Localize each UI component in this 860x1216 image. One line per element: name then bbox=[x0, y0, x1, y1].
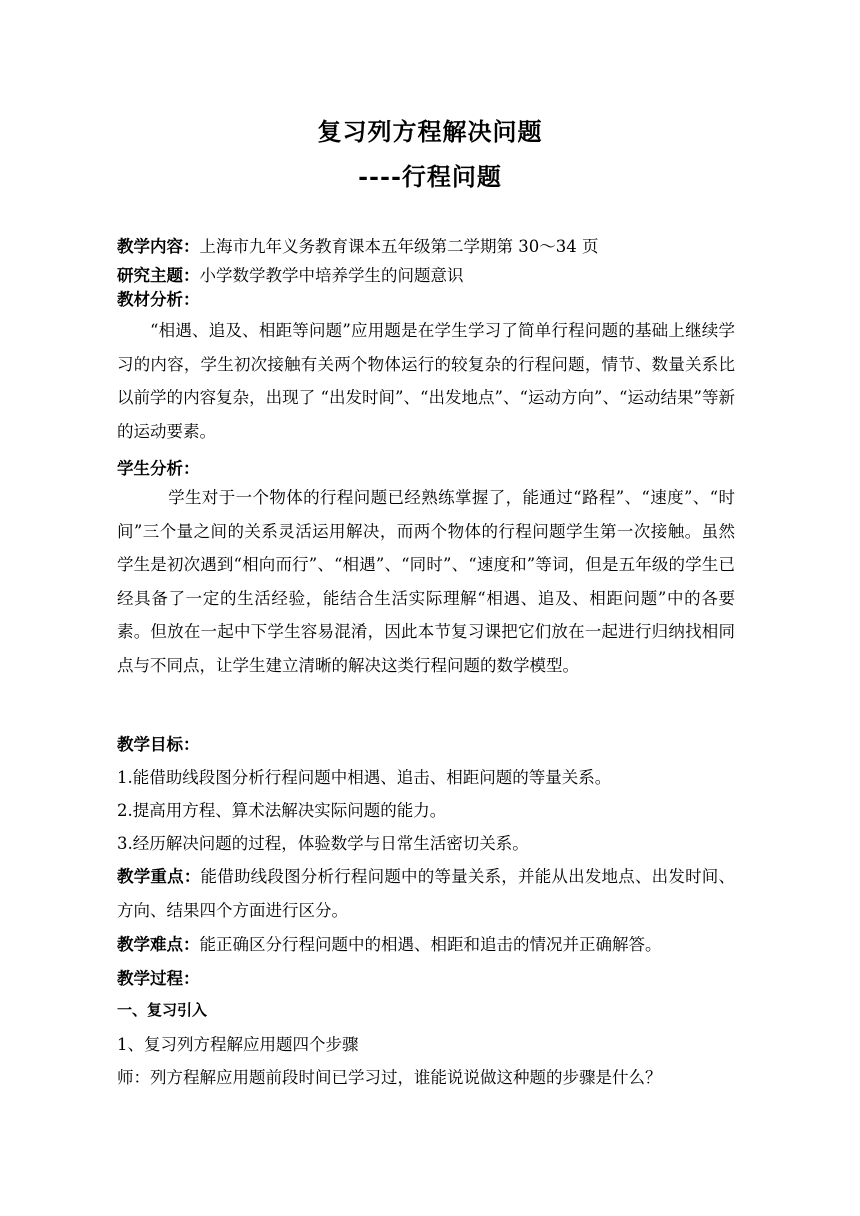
teaching-process-label: 教学过程： bbox=[117, 969, 200, 988]
goal-item-3: 3.经历解决问题的过程，体验数学与日常生活密切关系。 bbox=[117, 834, 529, 853]
section-review-intro: 一、复习引入 bbox=[117, 1001, 208, 1019]
key-point-label: 教学重点： bbox=[117, 867, 201, 886]
teaching-content-label: 教学内容： bbox=[117, 237, 200, 256]
difficulty-line bbox=[117, 931, 662, 955]
teaching-content-line bbox=[117, 233, 598, 257]
student-analysis-label: 学生分析： bbox=[117, 459, 200, 478]
document-title: 复习列方程解决问题 bbox=[317, 117, 543, 146]
research-theme-label: 研究主题： bbox=[117, 266, 200, 285]
material-analysis-label: 教材分析： bbox=[117, 290, 200, 309]
document-subtitle: ----行程问题 bbox=[358, 162, 502, 191]
difficulty-text: 能正确区分行程问题中的相遇、相距和追击的情况并正确解答。 bbox=[199, 935, 662, 954]
material-analysis-text: “相遇、追及、相距等问题”应用题是在学生学习了简单行程问题的基础上继续学习的内容，学生初次接触有关两个物体运行的较复杂的行程问题，情节、数量关系比以前学的内容复杂，出现了 “出发时间”、“出发地点”、“运动方向”、“运动结果”等新的运动要素。 bbox=[117, 321, 735, 441]
goal-item-2: 2.提高用方程、算术法解决实际问题的能力。 bbox=[117, 801, 447, 820]
teacher-question: 师：列方程解应用题前段时间已学习过，谁能说说做这种题的步骤是什么？ bbox=[117, 1068, 662, 1087]
difficulty-label: 教学难点： bbox=[117, 935, 200, 954]
teaching-goals-label: 教学目标： bbox=[117, 735, 200, 754]
key-point-paragraph bbox=[117, 860, 735, 927]
teaching-content-text: 上海市九年义务教育课本五年级第二学期第 30～34 页 bbox=[199, 237, 599, 256]
student-analysis-text: 学生对于一个物体的行程问题已经熟练掌握了，能通过“路程”、“速度”、“时间”三个量之间的关系灵活运用解决，而两个物体的行程问题学生第一次接触。虽然学生是初次遇到“相向而行”、“相遇”、“同时”、“速度和”等词，但是五年级的学生已经具备了一定的生活经验，能结合生活实际理解“相遇、追及、相距问题”中的各要素。但放在一起中下学生容易混淆，因此本节复习课把它们放在一起进行归纳找相同点与不同点，让学生建立清晰的解决这类行程问题的数学模型。 bbox=[117, 488, 735, 675]
research-theme-text: 小学数学教学中培养学生的问题意识 bbox=[199, 266, 464, 285]
goal-item-1: 1.能借助线段图分析行程问题中相遇、追击、相距问题的等量关系。 bbox=[117, 768, 612, 787]
research-theme-line bbox=[117, 262, 464, 286]
step-review-equations: 1、复习列方程解应用题四个步骤 bbox=[117, 1035, 359, 1054]
key-point-text: 能借助线段图分析行程问题中的等量关系，并能从出发地点、出发时间、方向、结果四个方面进行区分。 bbox=[117, 867, 736, 920]
